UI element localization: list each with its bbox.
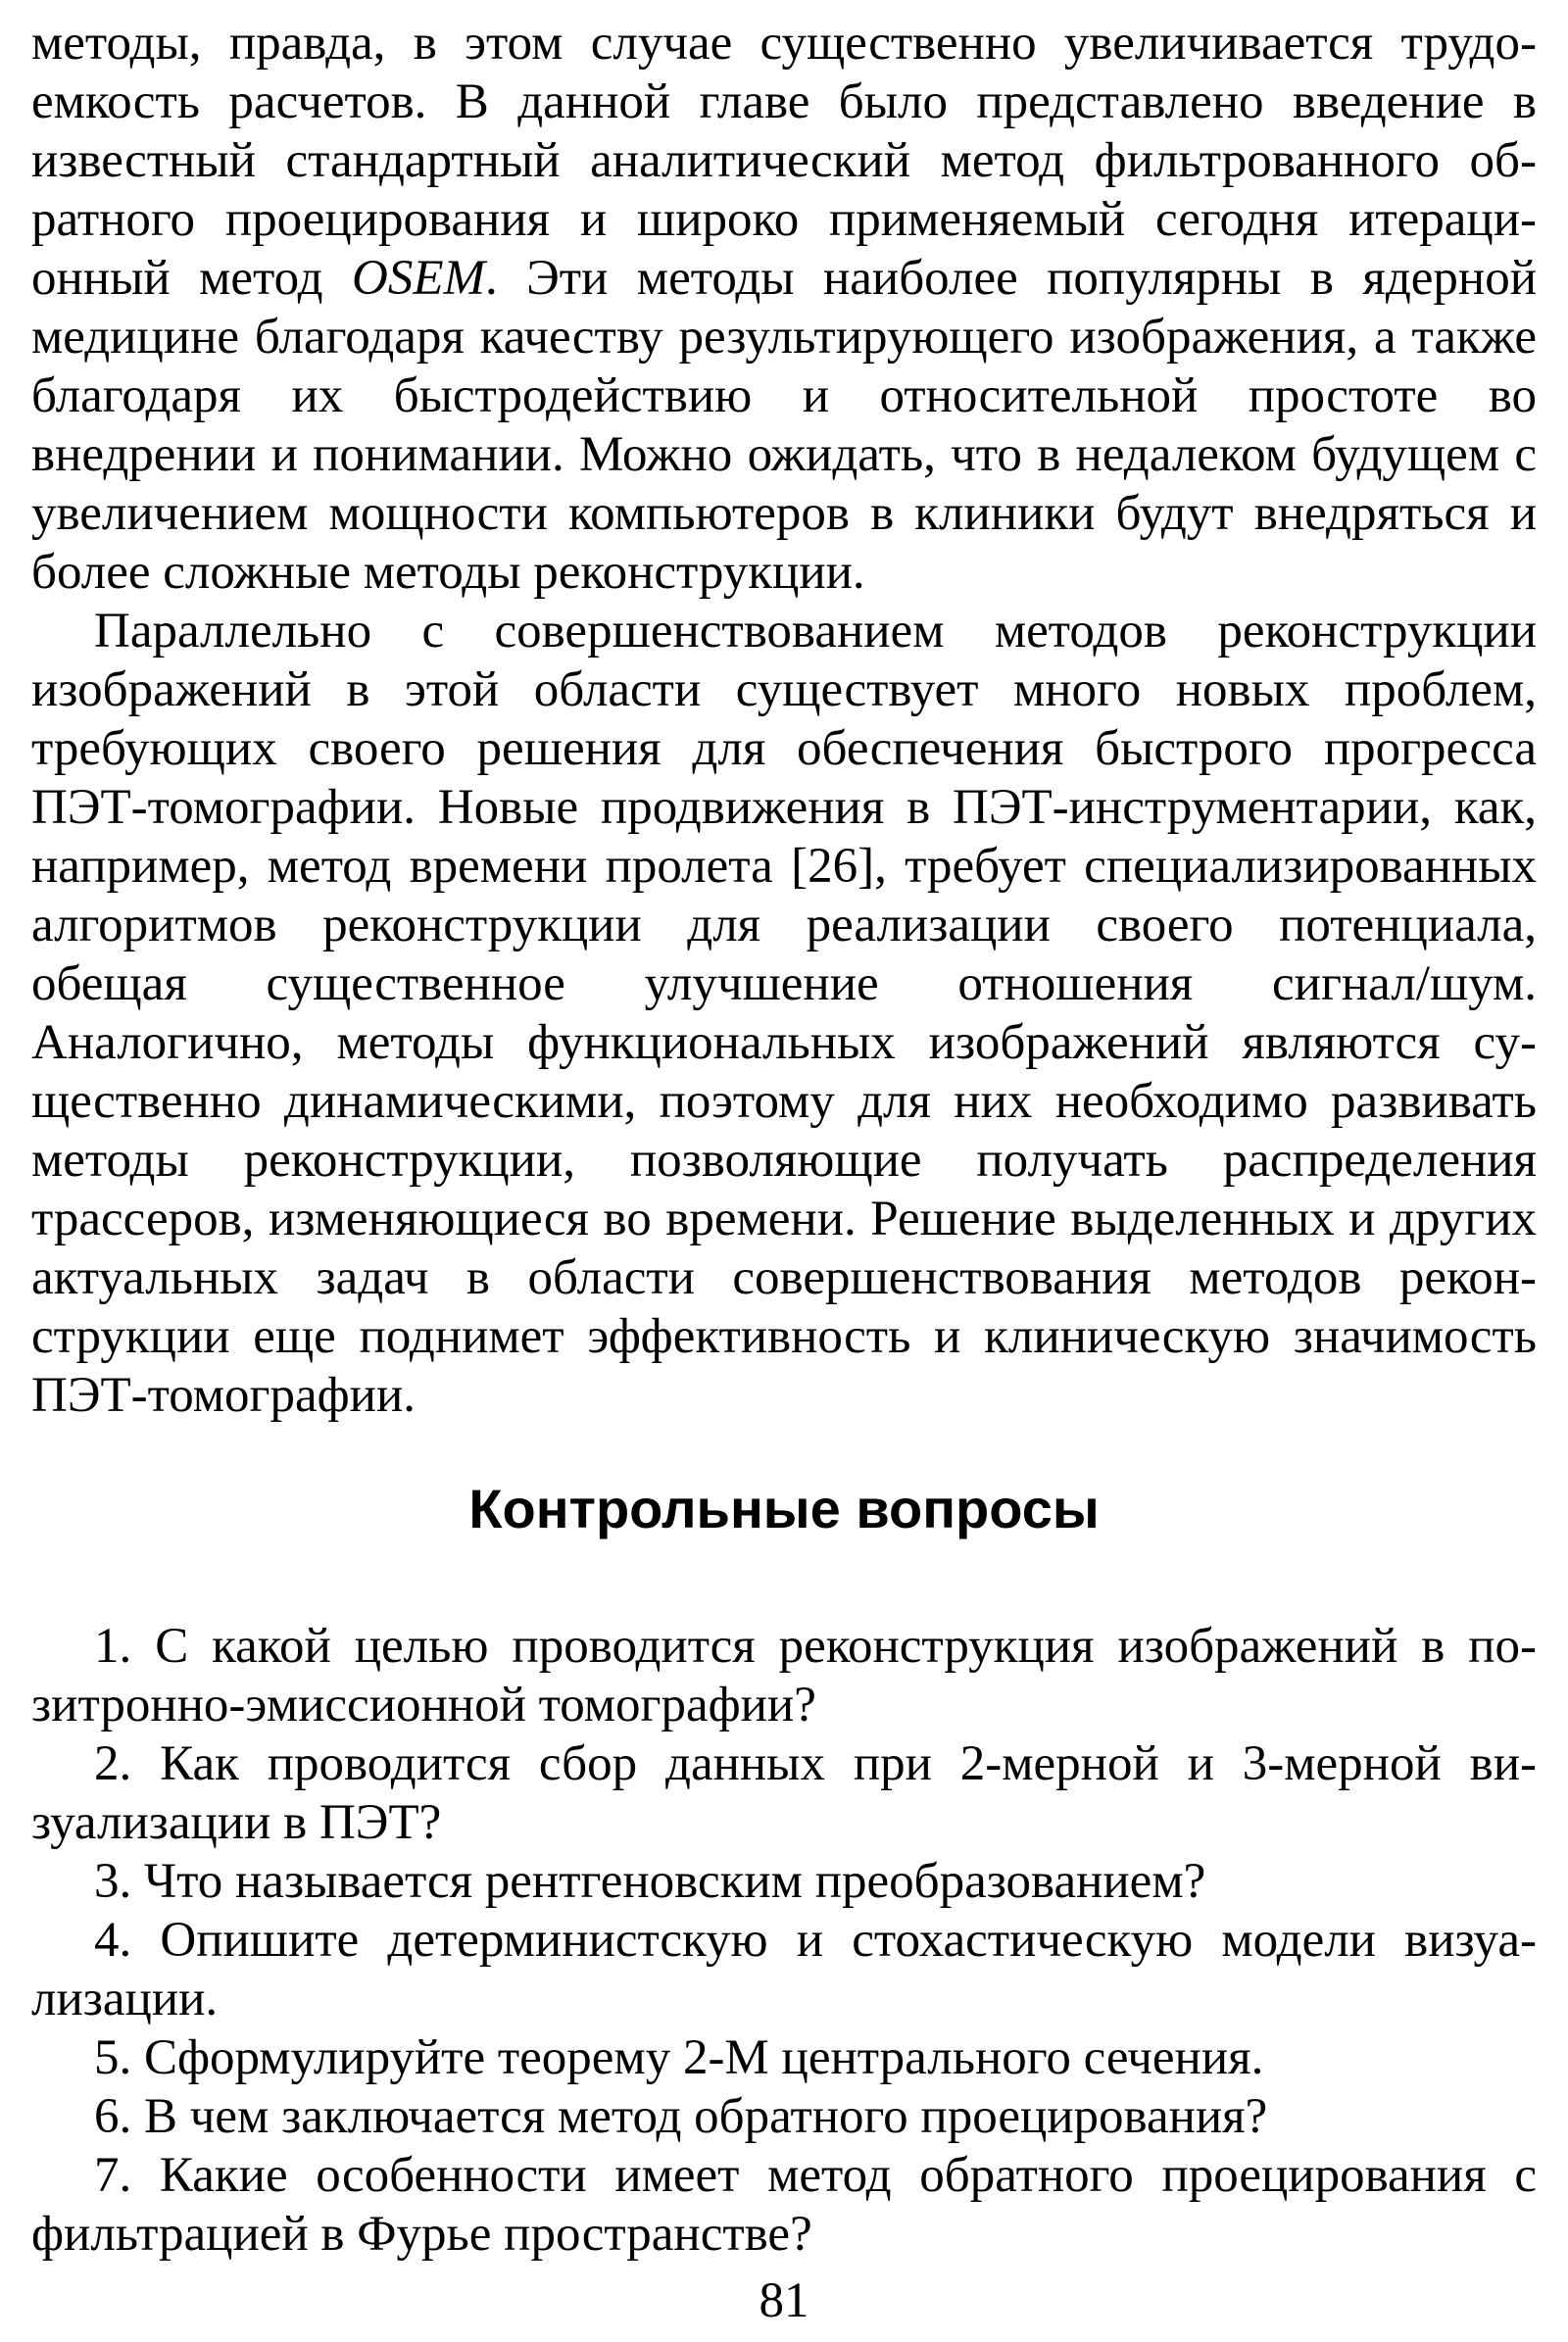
question-number: 6. [94,2089,132,2144]
question-number: 5. [94,2030,132,2085]
document-page [31,0,1538,2262]
paragraph-1-text-end: . Эти методы наиболее популярны в ядерной медицине благодаря качеству результирующего изображения, а также благодаря их быстродействию и относительной простоте во внедрении и понимании. Можно ожидать, что в недалеком будущем с увеличением мощности компьютеров в клиники будут внедряться и более сложные методы реконструкции. [31,251,1537,600]
question-text: С какой целью проводится реконструкция изображений в позитронно-эмиссионной томографии? [31,1619,1538,1732]
question-item [31,2028,1537,2087]
question-item [31,2087,1537,2146]
question-number: 7. [94,2148,132,2203]
question-item [31,2146,1537,2264]
question-item [31,1617,1537,1734]
question-number: 1. [94,1619,132,1674]
question-number: 2. [94,1736,132,1791]
question-number: 4. [94,1913,132,1968]
question-text: Что называется рентгеновским преобразованием? [144,1854,1206,1909]
section-title: Контрольные вопросы [468,1478,1100,1539]
question-text: Сформулируйте теорему 2-М центрального сечения. [144,2030,1264,2085]
question-item [31,1911,1537,2028]
question-number: 3. [94,1854,132,1909]
question-text: Как проводится сбор данных при 2-мерной и 3-мерной визуализации в ПЭТ? [31,1736,1537,1850]
paragraph-1-text-start: методы, правда, в этом случае существенно увеличивается трудоемкость расчетов. В данной главе было представлено введение в известный стандартный аналитический метод фильтрованного обратного проецирования и широко применяемый сегодня итерационный метод [31,16,1537,306]
question-text: В чем заключается метод обратного проецирования? [144,2089,1268,2144]
osem-term: OSEM [352,251,485,306]
body-paragraph-1 [31,0,1537,602]
question-text: Какие особенности имеет метод обратного проецирования с фильтрацией в Фурье пространстве? [31,2148,1537,2262]
questions-list [31,1617,1537,2264]
page-number: 81 [759,2273,809,2328]
question-text: Опишите детерминистскую и стохастическую модели визуализации. [31,1913,1538,2026]
question-item [31,1852,1537,1911]
question-item [31,1734,1537,1852]
body-paragraph-2: Параллельно с совершенствованием методов реконструкции изображений в этой области существует много новых проблем, требующих своего решения для обеспечения быстрого прогресса ПЭТ-томографии. Новые продвижения в ПЭТ-инструментарии, как, например, метод времени пролета [26], требует специализированных алгоритмов реконструкции для реализации своего потенциала, обещая существенное улучшение отношения сигнал/шум. Аналогично, методы функциональных изображений являются существенно динамическими, поэтому для них необходимо развивать методы реконструкции, позволяющие получать распределения трассеров, изменяющиеся во времени. Решение выделенных и других актуальных задач в области совершенствования методов реконструкции еще поднимет эффективность и клиническую значимость ПЭТ-томографии. [31,604,1537,1423]
